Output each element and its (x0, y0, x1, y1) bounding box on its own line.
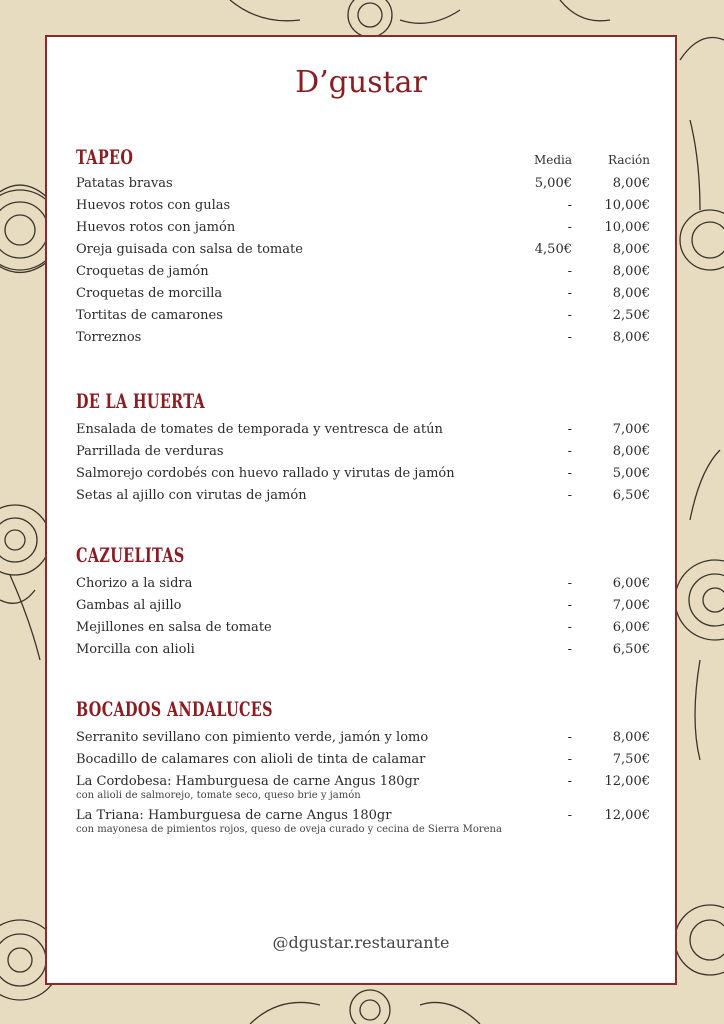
section-title: BOCADOS ANDALUCES (76, 697, 273, 721)
section-tapeo (76, 145, 650, 349)
menu-item: Oreja guisada con salsa de tomate 4,50€ 8,00€ (76, 242, 650, 257)
menu-item: Chorizo a la sidra - 6,00€ (76, 576, 650, 591)
column-racion-header: Ración (608, 153, 650, 167)
menu-item: Serranito sevillano con pimiento verde, jamón y lomo - 8,00€ (76, 730, 650, 745)
menu-item: Ensalada de tomates de temporada y ventresca de atún - 7,00€ (76, 422, 650, 437)
menu-item: Huevos rotos con jamón - 10,00€ (76, 220, 650, 235)
section-title: TAPEO (76, 145, 134, 169)
item-description: con mayonesa de pimientos rojos, queso de oveja curado y cecina de Sierra Morena (76, 824, 502, 835)
section-title: CAZUELITAS (76, 543, 185, 567)
flower-icon (230, 0, 610, 37)
menu-item: Gambas al ajillo - 7,00€ (76, 598, 650, 613)
menu-item: Patatas bravas 5,00€ 8,00€ (76, 176, 650, 191)
flower-icon (0, 505, 50, 660)
menu-item: Huevos rotos con gulas - 10,00€ (76, 198, 650, 213)
menu-item: Torreznos - 8,00€ (76, 330, 650, 345)
menu-item: Salmorejo cordobés con huevo rallado y virutas de jamón - 5,00€ (76, 466, 650, 481)
menu-item: Setas al ajillo con virutas de jamón - 6,50€ (76, 488, 650, 503)
menu-card (45, 35, 677, 985)
menu-item: Croquetas de jamón - 8,00€ (76, 264, 650, 279)
section-cazuelitas (76, 543, 650, 661)
flower-icon (250, 990, 480, 1024)
menu-item: Tortitas de camarones - 2,50€ (76, 308, 650, 323)
flower-icon (675, 450, 724, 760)
menu-item: La Triana: Hamburguesa de carne Angus 180gr con mayonesa de pimientos rojos, queso de oveja curado y cecina de Sierra Morena - 12,00€ (76, 808, 650, 835)
section-title: DE LA HUERTA (76, 389, 206, 413)
column-media-header: Media (533, 153, 572, 167)
restaurant-title: D’gustar (295, 65, 427, 100)
menu-item: La Cordobesa: Hamburguesa de carne Angus 180gr con alioli de salmorejo, tomate seco, queso brie y jamón - 12,00€ (76, 774, 650, 801)
menu-item: Croquetas de morcilla - 8,00€ (76, 286, 650, 301)
flower-icon (675, 905, 724, 975)
menu-item: Mejillones en salsa de tomate - 6,00€ (76, 620, 650, 635)
section-bocados-andaluces (76, 697, 650, 839)
menu-item: Bocadillo de calamares con alioli de tinta de calamar - 7,50€ (76, 752, 650, 767)
item-description: con alioli de salmorejo, tomate seco, queso brie y jamón (76, 790, 361, 801)
flower-icon (680, 38, 724, 271)
section-de-la-huerta (76, 389, 650, 507)
menu-item: Parrillada de verduras - 8,00€ (76, 444, 650, 459)
social-handle: @dgustar.restaurante (272, 933, 450, 952)
menu-item: Morcilla con alioli - 6,50€ (76, 642, 650, 657)
